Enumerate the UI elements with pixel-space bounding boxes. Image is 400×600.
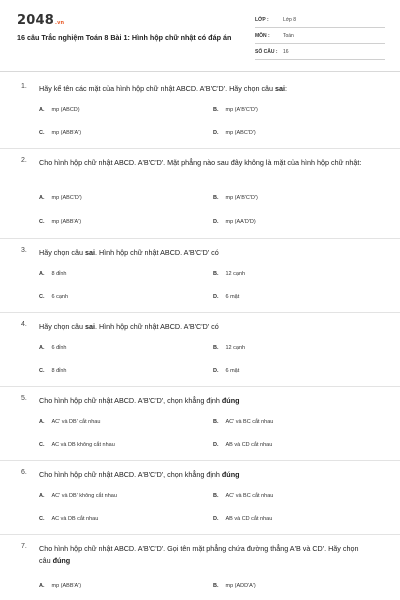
option-a[interactable]	[39, 271, 67, 277]
option-letter: B.	[213, 493, 219, 499]
option-letter: B.	[213, 271, 219, 277]
option-letter: D.	[213, 516, 219, 522]
meta-row-question-count	[255, 46, 385, 60]
option-text: mp (A'B'C'D')	[225, 107, 258, 113]
meta-label: MÔN :	[255, 33, 270, 39]
meta-row-class	[255, 14, 385, 28]
option-c[interactable]	[39, 294, 68, 300]
question-text-pre: Cho hình hộp chữ nhật ABCD. A'B'C'D', chọn khẳng định	[39, 470, 222, 479]
meta-value: Lớp 8	[283, 17, 297, 23]
option-letter: A.	[39, 493, 45, 499]
option-text: 6 mặt	[225, 368, 240, 374]
meta-label: LỚP :	[255, 17, 269, 23]
option-d[interactable]	[213, 368, 239, 374]
question-text	[39, 157, 369, 169]
question-number: 7.	[21, 543, 27, 550]
option-letter: D.	[213, 294, 219, 300]
option-text: 12 cạnh	[225, 271, 246, 277]
question-text	[39, 247, 369, 259]
option-text: mp (ADD'A')	[225, 583, 256, 589]
option-letter: C.	[39, 219, 45, 225]
option-text: 6 đỉnh	[51, 345, 67, 351]
option-c[interactable]	[39, 442, 115, 448]
option-d[interactable]	[213, 294, 239, 300]
option-text: mp (ABCD)	[51, 107, 80, 113]
option-d[interactable]	[213, 516, 272, 522]
option-text: mp (ABB'A')	[51, 219, 82, 225]
option-letter: B.	[213, 107, 219, 113]
option-text: AC' và DB' không cắt nhau	[51, 493, 117, 499]
question-text-bold: sai	[84, 248, 95, 257]
question-text-post: . Hình hộp chữ nhật ABCD. A'B'C'D' có	[94, 322, 219, 331]
question-text-bold: sai	[84, 322, 95, 331]
option-letter: C.	[39, 130, 45, 136]
option-text: AC' và BC cắt nhau	[225, 493, 274, 499]
question-text	[39, 543, 369, 566]
header-divider	[0, 71, 400, 72]
question-text-bold: đúng	[52, 555, 71, 565]
question-number: 2.	[21, 157, 27, 164]
meta-row-subject	[255, 30, 385, 44]
question-text	[39, 469, 369, 481]
option-letter: B.	[213, 583, 219, 589]
option-c[interactable]	[39, 219, 81, 225]
option-a[interactable]	[39, 195, 82, 201]
meta-info	[255, 14, 385, 62]
option-c[interactable]	[39, 130, 81, 136]
option-text: AB và CD cắt nhau	[225, 516, 273, 522]
option-d[interactable]	[213, 442, 272, 448]
option-a[interactable]	[39, 419, 100, 425]
option-letter: A.	[39, 107, 45, 113]
option-text: AC' và BC cắt nhau	[225, 419, 274, 425]
option-letter: C.	[39, 442, 45, 448]
question-divider	[0, 534, 400, 535]
option-b[interactable]	[213, 583, 256, 589]
question-text-pre: Cho hình hộp chữ nhật ABCD. A'B'C'D', chọn khẳng định	[39, 396, 222, 405]
meta-value: 16	[283, 49, 289, 55]
question-number: 6.	[21, 469, 27, 476]
option-text: mp (A'B'C'D')	[225, 195, 258, 201]
question-text-pre: Hãy chọn câu	[39, 248, 85, 257]
question-number: 4.	[21, 321, 27, 328]
question-divider	[0, 386, 400, 387]
question-number: 5.	[21, 395, 27, 402]
option-text: AC và DB không cắt nhau	[51, 442, 115, 448]
option-letter: B.	[213, 195, 219, 201]
question-text-pre: Hãy kể tên các mặt của hình hộp chữ nhật ABCD. A'B'C'D'. Hãy chọn câu	[39, 84, 276, 93]
option-letter: A.	[39, 583, 45, 589]
option-a[interactable]	[39, 345, 67, 351]
option-b[interactable]	[213, 419, 273, 425]
option-letter: B.	[213, 345, 219, 351]
option-text: 12 cạnh	[225, 345, 246, 351]
option-text: mp (ABC'D')	[51, 195, 82, 201]
option-letter: D.	[213, 219, 219, 225]
option-c[interactable]	[39, 516, 98, 522]
option-text: AC và DB cắt nhau	[51, 516, 99, 522]
question-text-post: :	[285, 84, 288, 93]
question-divider	[0, 460, 400, 461]
question-text-pre: Hãy chọn câu	[39, 322, 85, 331]
meta-label: SỐ CÂU :	[255, 49, 278, 55]
option-text: 6 mặt	[225, 294, 240, 300]
question-divider	[0, 148, 400, 149]
option-text: AC' và DB' cắt nhau	[51, 419, 101, 425]
option-b[interactable]	[213, 345, 245, 351]
question-text-bold: sai	[275, 84, 286, 93]
option-text: mp (ABC'D')	[225, 130, 256, 136]
option-text: mp (ABB'A')	[51, 583, 82, 589]
option-b[interactable]	[213, 107, 258, 113]
question-text	[39, 321, 369, 333]
option-letter: A.	[39, 271, 45, 277]
option-letter: D.	[213, 442, 219, 448]
option-letter: C.	[39, 516, 45, 522]
question-text-pre: Cho hình hộp chữ nhật ABCD. A'B'C'D'. Mặt phẳng nào sau đây không là mặt của hình hộp chữ nhật:	[39, 158, 362, 167]
option-text: mp (AA'D'D)	[225, 219, 256, 225]
option-a[interactable]	[39, 107, 80, 113]
meta-value: Toán	[283, 33, 294, 39]
question-number: 1.	[21, 83, 27, 90]
question-text-bold: đúng	[221, 396, 240, 405]
option-letter: A.	[39, 195, 45, 201]
option-b[interactable]	[213, 195, 258, 201]
document-title: 16 câu Trắc nghiệm Toán 8 Bài 1: Hình hộp chữ nhật có đáp án	[17, 33, 232, 42]
question-text-bold: đúng	[221, 470, 240, 479]
option-a[interactable]	[39, 493, 117, 499]
question-text-post: . Hình hộp chữ nhật ABCD. A'B'C'D' có	[94, 248, 219, 257]
option-text: 6 cạnh	[51, 294, 69, 300]
option-text: AB và CD cắt nhau	[225, 442, 273, 448]
option-letter: D.	[213, 130, 219, 136]
option-d[interactable]	[213, 219, 256, 225]
option-a[interactable]	[39, 583, 81, 589]
question-text	[39, 395, 369, 407]
option-b[interactable]	[213, 493, 273, 499]
document-header	[0, 0, 400, 66]
question-number: 3.	[21, 247, 27, 254]
question-text-pre: Cho hình hộp chữ nhật ABCD. A'B'C'D'. Gọi tên mặt phẳng chứa đường thẳng A'B và CD'. Hãy chọn câu	[39, 544, 359, 565]
option-letter: A.	[39, 345, 45, 351]
site-logo[interactable]	[17, 13, 64, 28]
option-letter: B.	[213, 419, 219, 425]
option-text: 8 đỉnh	[51, 368, 67, 374]
option-letter: C.	[39, 368, 45, 374]
question-divider	[0, 238, 400, 239]
option-text: 8 đỉnh	[51, 271, 67, 277]
option-letter: C.	[39, 294, 45, 300]
option-c[interactable]	[39, 368, 67, 374]
logo-text: 2048	[17, 13, 54, 28]
question-divider	[0, 312, 400, 313]
option-b[interactable]	[213, 271, 245, 277]
option-d[interactable]	[213, 130, 256, 136]
question-text	[39, 83, 369, 95]
option-text: mp (ABB'A')	[51, 130, 82, 136]
option-letter: A.	[39, 419, 45, 425]
option-letter: D.	[213, 368, 219, 374]
logo-tld: .vn	[54, 20, 65, 26]
